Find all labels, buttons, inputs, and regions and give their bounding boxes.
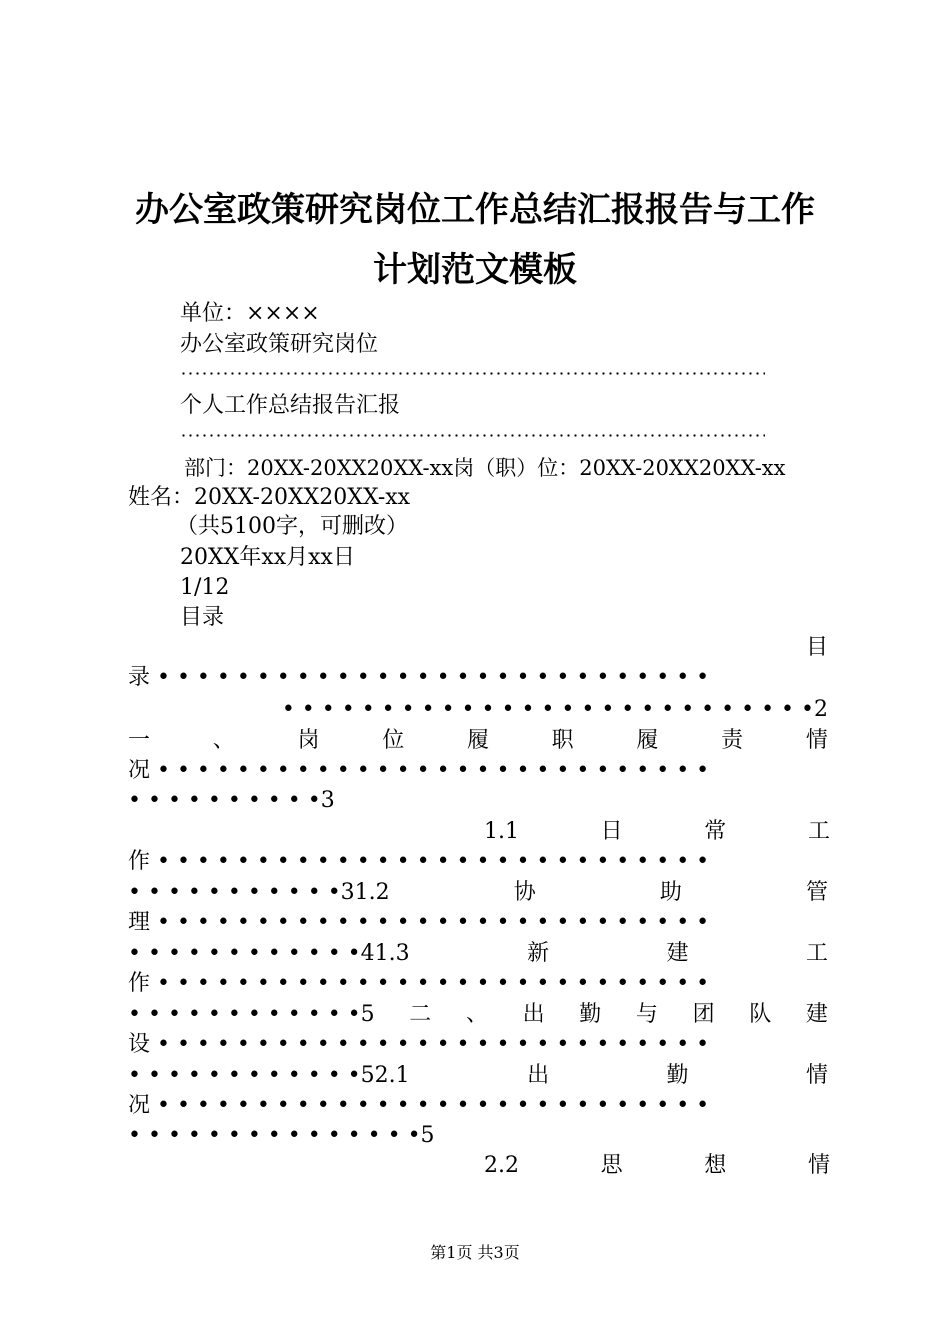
toc-char: 工 xyxy=(805,941,828,966)
toc-char: 责 xyxy=(721,728,744,753)
toc-dots: • • • • • • • • • • • •41.3 xyxy=(128,941,410,966)
toc-line-justified xyxy=(484,818,830,846)
toc-char: 、 xyxy=(465,1002,488,1027)
word-count-line: （共5100字，可删改） xyxy=(176,514,408,539)
toc-char: 建 xyxy=(805,1002,828,1027)
toc-line-justified xyxy=(128,727,828,755)
page-footer: 第1页 共3页 xyxy=(430,1243,520,1262)
date-line: 20XX年xx月xx日 xyxy=(180,545,355,570)
toc-line-justified xyxy=(128,1062,828,1090)
toc-line-justified xyxy=(484,1152,830,1180)
toc-char: 2.2 xyxy=(484,1153,519,1178)
toc-char: 履 xyxy=(636,728,659,753)
dept-line: 部门：20XX-20XX20XX-xx岗（职）位：20XX-20XX20XX-xx xyxy=(184,456,786,480)
toc-line: 况 • • • • • • • • • • • • • • • • • • • • • • • • • • • • xyxy=(128,758,710,783)
toc-char: 勤 xyxy=(579,1002,602,1027)
toc-line: • • • • • • • • • •3 xyxy=(128,788,335,813)
toc-char: 想 xyxy=(704,1153,727,1178)
toc-heading: 目录 xyxy=(180,605,225,630)
post-name-line: 办公室政策研究岗位 xyxy=(180,332,379,357)
toc-char: 日 xyxy=(600,819,623,844)
toc-line-justified xyxy=(128,879,828,907)
doc-title-line-1: 办公室政策研究岗位工作总结汇报报告与工作 xyxy=(135,190,815,230)
toc-char: 工 xyxy=(807,819,830,844)
toc-dots: • • • • • • • • • • • •5 xyxy=(128,1002,375,1027)
toc-char: 建 xyxy=(666,941,689,966)
toc-char: 履 xyxy=(466,728,489,753)
toc-char: 位 xyxy=(382,728,405,753)
toc-char: 队 xyxy=(749,1002,772,1027)
toc-char: 一 xyxy=(128,728,151,753)
toc-dots: • • • • • • • • • • •31.2 xyxy=(128,880,390,905)
name-line: 姓名：20XX-20XX20XX-xx xyxy=(128,485,411,510)
toc-line: • • • • • • • • • • • • • • •5 xyxy=(128,1123,435,1148)
report-name-line: 个人工作总结报告汇报 xyxy=(180,393,401,418)
toc-char: 出 xyxy=(522,1002,545,1027)
dotted-separator xyxy=(180,434,765,437)
toc-char: 思 xyxy=(600,1153,623,1178)
dotted-separator xyxy=(180,372,765,375)
toc-char: 助 xyxy=(659,880,682,905)
toc-char: 管 xyxy=(805,880,828,905)
toc-dots: • • • • • • • • • • • •52.1 xyxy=(128,1063,410,1088)
toc-char: 职 xyxy=(551,728,574,753)
toc-line: 作 • • • • • • • • • • • • • • • • • • • • • • • • • • • • xyxy=(128,849,710,874)
toc-char: 岗 xyxy=(297,728,320,753)
toc-char: 常 xyxy=(704,819,727,844)
toc-char: 1.1 xyxy=(484,819,519,844)
unit-line: 单位：×××× xyxy=(180,301,320,326)
toc-char: 情 xyxy=(807,1153,830,1178)
toc-char: 勤 xyxy=(666,1063,689,1088)
toc-line: 目 xyxy=(805,635,828,660)
toc-line-justified xyxy=(128,940,828,968)
toc-line-justified xyxy=(128,1001,828,1029)
toc-char: 二 xyxy=(409,1002,432,1027)
toc-char: 、 xyxy=(212,728,235,753)
toc-line: 理 • • • • • • • • • • • • • • • • • • • • • • • • • • • • xyxy=(128,910,710,935)
toc-char: 团 xyxy=(692,1002,715,1027)
toc-line: 设 • • • • • • • • • • • • • • • • • • • • • • • • • • • • xyxy=(128,1032,710,1057)
toc-char: 与 xyxy=(635,1002,658,1027)
toc-char: 新 xyxy=(527,941,550,966)
toc-line: 录 • • • • • • • • • • • • • • • • • • • • • • • • • • • • xyxy=(128,665,710,690)
toc-line: 作 • • • • • • • • • • • • • • • • • • • • • • • • • • • • xyxy=(128,971,710,996)
doc-title-line-2: 计划范文模板 xyxy=(373,250,577,290)
toc-char: 协 xyxy=(513,880,536,905)
toc-line: 况 • • • • • • • • • • • • • • • • • • • • • • • • • • • • xyxy=(128,1093,710,1118)
toc-line: • • • • • • • • • • • • • • • • • • • • • • • • • • •2 xyxy=(281,697,828,722)
toc-char: 情 xyxy=(805,728,828,753)
toc-char: 出 xyxy=(527,1063,550,1088)
toc-char: 情 xyxy=(805,1063,828,1088)
page-ratio-line: 1/12 xyxy=(180,575,230,600)
